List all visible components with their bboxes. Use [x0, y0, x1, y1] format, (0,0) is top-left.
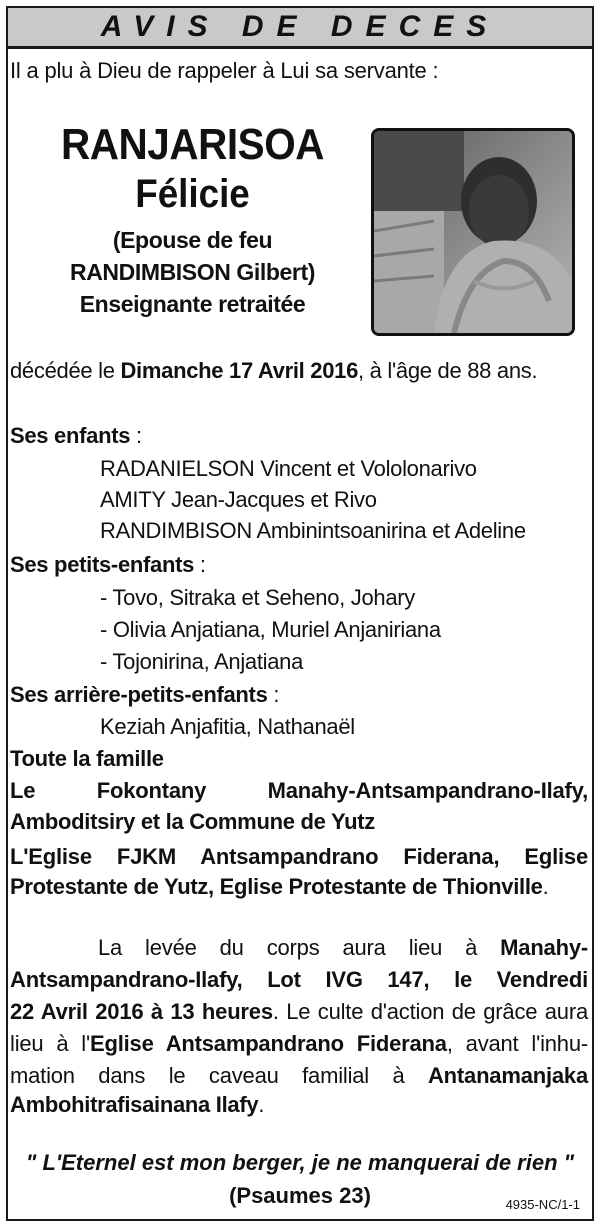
ceremony-text: mation dans le caveau familial à	[10, 1063, 428, 1088]
ceremony-text: . Le culte d'action de grâce aura	[272, 999, 588, 1024]
whole-family: Toute la famille	[10, 746, 164, 771]
great-grandchildren-heading	[10, 682, 279, 708]
death-line	[10, 358, 537, 384]
great-grandchildren-separator: :	[267, 682, 280, 707]
ceremony-text: , avant l'inhu-	[446, 1031, 588, 1056]
grandchildren-separator: :	[194, 552, 206, 577]
burial-place-2: Ambohitrafisainana Ilafy	[10, 1092, 259, 1117]
church-end: .	[542, 874, 549, 899]
death-suffix: , à l'âge de 88 ans.	[358, 358, 538, 383]
ceremony-line-5	[10, 1060, 588, 1092]
burial-place: Antanamanjaka	[427, 1063, 588, 1088]
children-separator: :	[130, 423, 142, 448]
ceremony-line-6	[10, 1092, 264, 1118]
deceased-surname: RANJARISOA	[60, 120, 325, 169]
notice-title: AVIS DE DECES	[6, 6, 594, 48]
ceremony-line-1	[10, 932, 588, 964]
fokontany-line-2: Amboditsiry et la Commune de Yutz	[10, 809, 375, 834]
death-prefix: décédée le	[10, 358, 121, 383]
grandchild-item: - Tovo, Sitraka et Seheno, Johary	[100, 585, 415, 610]
spouse-line-2: RANDIMBISON Gilbert)	[69, 259, 315, 285]
ceremony-text: .	[258, 1092, 265, 1117]
child-item: AMITY Jean-Jacques et Rivo	[100, 487, 377, 512]
grandchildren-heading	[10, 552, 206, 578]
deceased-photo	[371, 128, 575, 336]
great-grandchild-item: Keziah Anjafitia, Nathanaël	[100, 714, 355, 739]
psalm-reference: (Psaumes 23)	[229, 1183, 371, 1208]
deceased-given-name: Félicie	[135, 172, 250, 216]
spouse-line-1: (Epouse de feu	[112, 227, 273, 253]
children-heading	[10, 423, 142, 449]
church-line-1: L'Eglise FJKM Antsampandrano Fiderana, Eglise	[10, 844, 588, 869]
grandchild-item: - Tojonirina, Anjatiana	[100, 649, 304, 674]
ceremony-text: La levée du corps aura lieu à	[98, 935, 501, 960]
ceremony-place: Manahy-	[500, 935, 588, 960]
ceremony-line-2: Antsampandrano-Ilafy, Lot IVG 147, le Vendredi	[10, 967, 588, 992]
ceremony-line-3	[10, 996, 588, 1028]
ceremony-line-4	[10, 1028, 588, 1060]
ceremony-datetime: 22 Avril 2016 à 13 heures	[10, 999, 273, 1024]
notice-reference-code: 4935-NC/1-1	[505, 1197, 580, 1212]
children-label: Ses enfants	[10, 423, 131, 448]
closing-quote: " L'Eternel est mon berger, je ne manquerai de rien "	[25, 1150, 575, 1175]
ceremony-church: Eglise Antsampandrano Fiderana	[90, 1031, 447, 1056]
child-item: RADANIELSON Vincent et Vololonarivo	[100, 456, 477, 481]
intro-text: Il a plu à Dieu de rappeler à Lui sa servante :	[10, 58, 439, 83]
ceremony-text: lieu à l'	[10, 1031, 90, 1056]
grandchild-item: - Olivia Anjatiana, Muriel Anjaniriana	[100, 617, 441, 642]
child-item: RANDIMBISON Ambinintsoanirina et Adeline	[100, 518, 526, 543]
church-line-2-wrap	[10, 874, 548, 900]
church-line-2: Protestante de Yutz, Eglise Protestante de Thionville	[10, 874, 543, 899]
great-grandchildren-label: Ses arrière-petits-enfants	[10, 682, 268, 707]
fokontany-line-1: Le Fokontany Manahy-Antsampandrano-Ilafy,	[10, 778, 588, 803]
deceased-block	[20, 120, 365, 320]
death-date: Dimanche 17 Avril 2016	[120, 358, 359, 383]
occupation: Enseignante retraitée	[79, 291, 306, 317]
grandchildren-label: Ses petits-enfants	[10, 552, 195, 577]
